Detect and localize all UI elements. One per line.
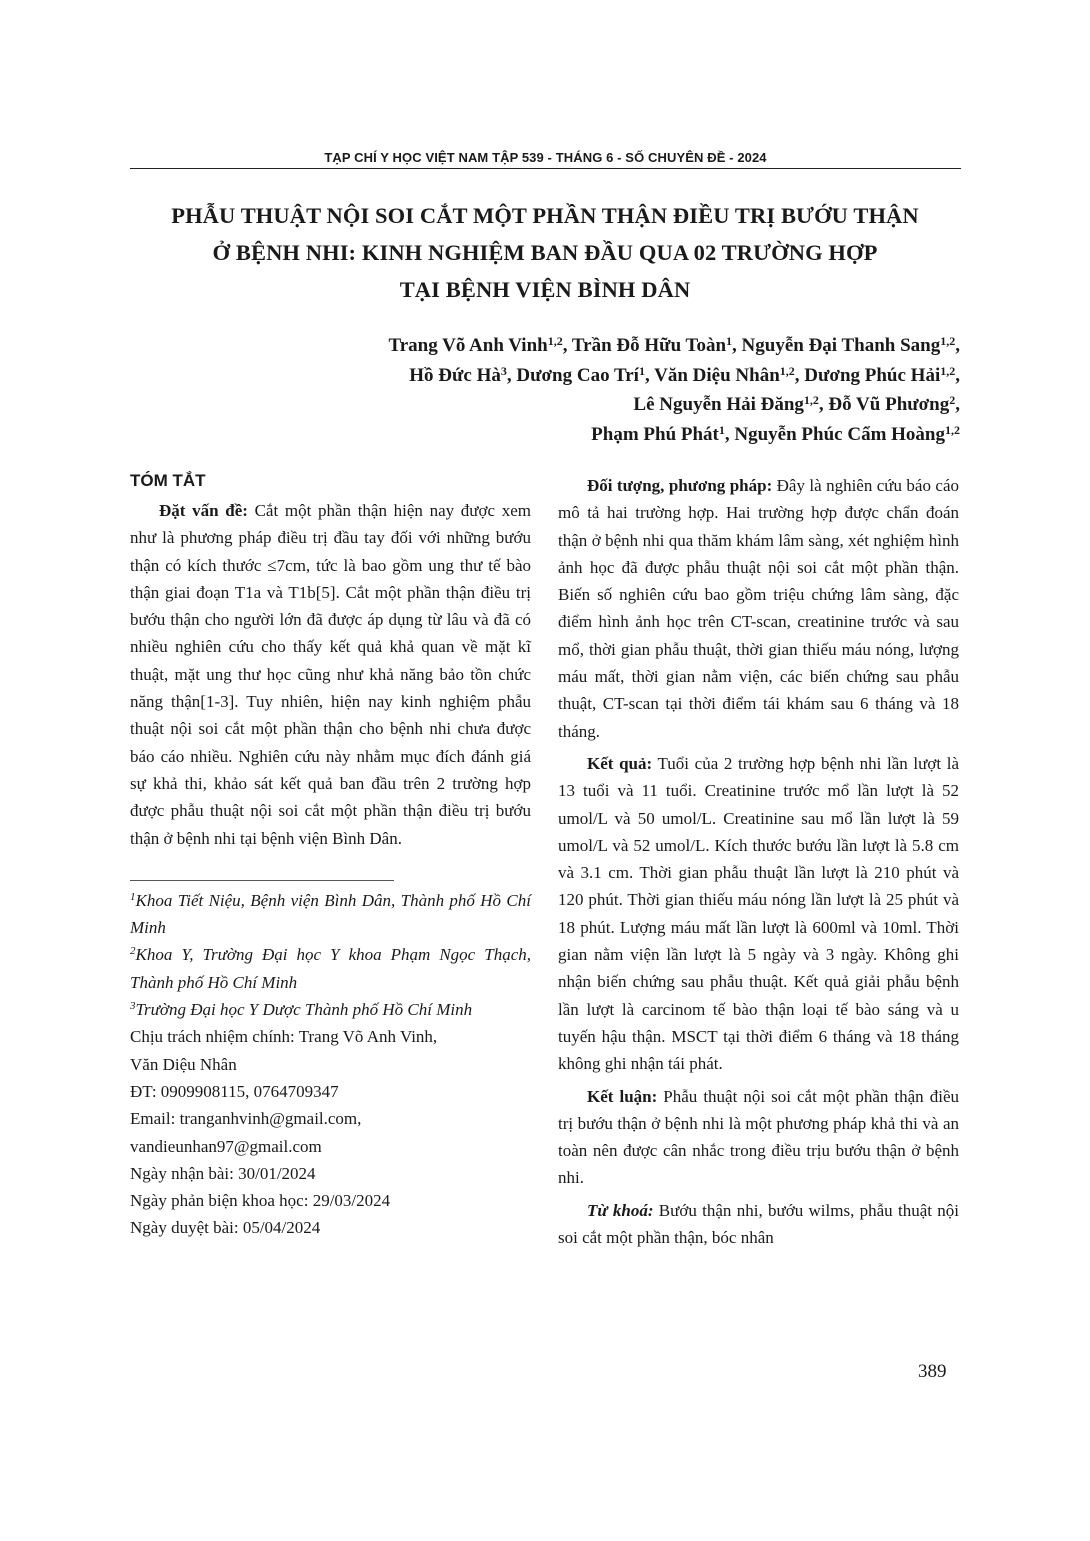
corresponding-author-line-1: Chịu trách nhiệm chính: Trang Võ Anh Vinh, — [130, 1027, 438, 1047]
author-affiliation: 1 — [726, 334, 733, 348]
running-head: TẠP CHÍ Y HỌC VIỆT NAM TẬP 539 - THÁNG 6 - SỐ CHUYÊN ĐỀ - 2024 — [324, 150, 767, 165]
results-paragraph — [558, 750, 959, 1078]
title-line-1: PHẪU THUẬT NỘI SOI CẮT MỘT PHẦN THẬN ĐIỀU TRỊ BƯỚU THẬN — [171, 203, 919, 228]
received-date: Ngày nhận bài: 30/01/2024 — [130, 1163, 316, 1183]
abstract-heading: TÓM TẮT — [130, 471, 206, 490]
left-column — [130, 467, 531, 1242]
title-line-3: TẠI BỆNH VIỆN BÌNH DÂN — [399, 277, 691, 302]
author-line — [200, 361, 960, 391]
email-line-1: Email: tranganhvinh@gmail.com, — [130, 1109, 362, 1129]
background-text: Cắt một phần thận hiện nay được xem như là phương pháp điều trị đầu tay đối với những bướu thận có kích thước ≤7cm, tức là bao gồm ung thư tế bào thận giai đoạn T1a và T1b[5]. Cắt một phần thận điều trị bướu thận cho người lớn đã được áp dụng từ lâu và đã có nhiều nghiên cứu cho thấy kết quả khả quan về mặt kĩ thuật, mặt ung thư học cũng như khả năng bảo tồn chức năng thận[1-3]. Tuy nhiên, hiện nay kinh nghiệm phẫu thuật nội soi cắt một phần thận cho bệnh nhi chưa được báo cáo nhiều. Nghiên cứu này nhằm mục đích đánh giá sự khả thi, khảo sát kết quả ban đầu trên 2 trường hợp được phẫu thuật nội soi cắt một phần thận điều trị bướu thận ở bệnh nhi tại bệnh viện Bình Dân. — [130, 501, 531, 848]
keywords-paragraph — [558, 1197, 959, 1252]
author-name: Nguyễn Đại Thanh Sang — [741, 335, 941, 356]
author-name: Trang Võ Anh Vinh — [388, 335, 548, 356]
author-line — [200, 390, 960, 420]
title-line-2: Ở BỆNH NHI: KINH NGHIỆM BAN ĐẦU QUA 02 TRƯỜNG HỢP — [212, 240, 878, 265]
author-affiliation: 1,2 — [779, 363, 795, 378]
conclusion-label: Kết luận: — [587, 1086, 658, 1106]
author-separator: , — [955, 394, 960, 415]
author-affiliation: 1,2 — [803, 393, 819, 407]
author-separator: , — [724, 423, 735, 445]
author-separator: , — [562, 335, 572, 356]
author-separator: , — [794, 364, 805, 386]
author-affiliation: 3 — [500, 363, 507, 378]
author-name: Nguyễn Phúc Cẩm Hoàng — [734, 423, 945, 445]
author-name: Đỗ Vũ Phương — [828, 394, 950, 415]
author-affiliation: 1,2 — [940, 334, 956, 348]
keywords-label: Từ khoá: — [587, 1200, 654, 1220]
page-number: 389 — [918, 1361, 947, 1382]
background-label: Đặt vấn đề: — [159, 501, 248, 520]
affiliation-2: $^2$Khoa Y, Trường Đại học Y khoa Phạm Ngọc Thạch, Thành phố Hồ Chí Minh — [130, 945, 531, 992]
conclusion-text: Phẫu thuật nội soi cắt một phần thận điều trị bướu thận ở bệnh nhi là một phương pháp khả thi và an toàn nên được cân nhắc trong điều trịu bướu thận ở bệnh nhi. — [558, 1086, 959, 1188]
author-name: Phạm Phú Phát — [591, 423, 719, 445]
email-line-2: vandieunhan97@gmail.com — [130, 1136, 322, 1156]
article-title — [110, 197, 980, 308]
author-list — [200, 331, 960, 449]
methods-label: Đối tượng, phương pháp: — [587, 476, 773, 495]
author-line — [200, 331, 960, 361]
footnote-rule — [130, 880, 394, 881]
author-name: Dương Cao Trí — [516, 364, 639, 386]
results-text: Tuổi của 2 trường hợp bệnh nhi lần lượt là 13 tuổi và 11 tuổi. Creatinine trước mổ lần lượt là 52 umol/L và 50 umol/L. Creatinine sau mổ lần lượt là 59 umol/L và 52 umol/L. Kích thước bướu lần lượt là 5.8 cm và 3.1 cm. Thời gian phẫu thuật lần lượt là 210 phút và 120 phút. Thời gian thiếu máu nóng lần lượt là 25 phút và 18 phút. Lượng máu mất lần lượt là 600ml và 10ml. Thời gian nằm viện lần lượt là 5 ngày và 3 ngày. Không ghi nhận biến chứng sau phẫu thuật. Kết quả giải phẫu bệnh lần lượt là carcinom tế bào thận loại tế bào sáng và u tuyến hậu thận. MSCT tại thời điểm 6 tháng và 18 tháng không ghi nhận tái phát. — [558, 753, 960, 1074]
phone-numbers: ĐT: 0909908115, 0764709347 — [130, 1081, 339, 1101]
conclusion-paragraph — [558, 1083, 959, 1192]
corresponding-author-line-2: Văn Diệu Nhân — [130, 1054, 237, 1074]
author-affiliation: 1,2 — [547, 334, 563, 348]
author-separator: , — [506, 364, 517, 386]
author-name: Văn Diệu Nhân — [654, 364, 780, 386]
author-affiliation: 1 — [718, 422, 725, 437]
keywords-text: Bướu thận nhi, bướu wilms, phẫu thuật nội soi cắt một phần thận, bóc nhân — [558, 1200, 960, 1248]
affiliation-1: $^1$Khoa Tiết Niệu, Bệnh viện Bình Dân, Thành phố Hồ Chí Minh — [130, 890, 531, 938]
results-label: Kết quả: — [587, 753, 653, 773]
author-name: Hồ Đức Hà — [409, 364, 501, 386]
affiliation-3: $^3$Trường Đại học Y Dược Thành phố Hồ Chí Minh — [130, 1000, 473, 1020]
right-column — [558, 472, 959, 1251]
author-name: Trần Đỗ Hữu Toàn — [571, 335, 727, 356]
review-date: Ngày phản biện khoa học: 29/03/2024 — [130, 1191, 391, 1211]
author-separator: , — [818, 394, 829, 415]
accepted-date: Ngày duyệt bài: 05/04/2024 — [130, 1218, 321, 1238]
author-separator: , — [732, 335, 742, 356]
author-separator: , — [955, 364, 960, 386]
author-separator: , — [644, 364, 655, 386]
author-name: Lê Nguyễn Hải Đăng — [633, 394, 804, 415]
methods-text: Đây là nghiên cứu báo cáo mô tả hai trường hợp. Hai trường hợp được chẩn đoán thận ở bệnh nhi qua thăm khám lâm sàng, xét nghiệm hình ảnh học đã được phẫu thuật nội soi cắt một phần thận. Biến số nghiên cứu bao gồm triệu chứng lâm sàng, đặc điểm hình ảnh học trên CT-scan, creatinine trước và sau mổ, thời gian phẫu thuật, thời gian thiếu máu nóng, lượng máu mất, thời gian nằm viện, các biến chứng sau phẫu thuật, CT-scan tại thời điểm tái khám sau 6 tháng và 18 tháng. — [558, 476, 959, 741]
background-paragraph — [130, 497, 531, 852]
author-affiliation: 1,2 — [940, 363, 956, 378]
author-separator: , — [955, 335, 960, 356]
author-affiliation: 1 — [638, 363, 645, 378]
author-affiliation: 1,2 — [945, 422, 960, 437]
header-rule — [130, 168, 961, 169]
author-line — [200, 420, 960, 450]
author-name: Dương Phúc Hải — [804, 364, 941, 386]
author-affiliation: 2 — [949, 393, 956, 407]
methods-paragraph — [558, 472, 959, 745]
